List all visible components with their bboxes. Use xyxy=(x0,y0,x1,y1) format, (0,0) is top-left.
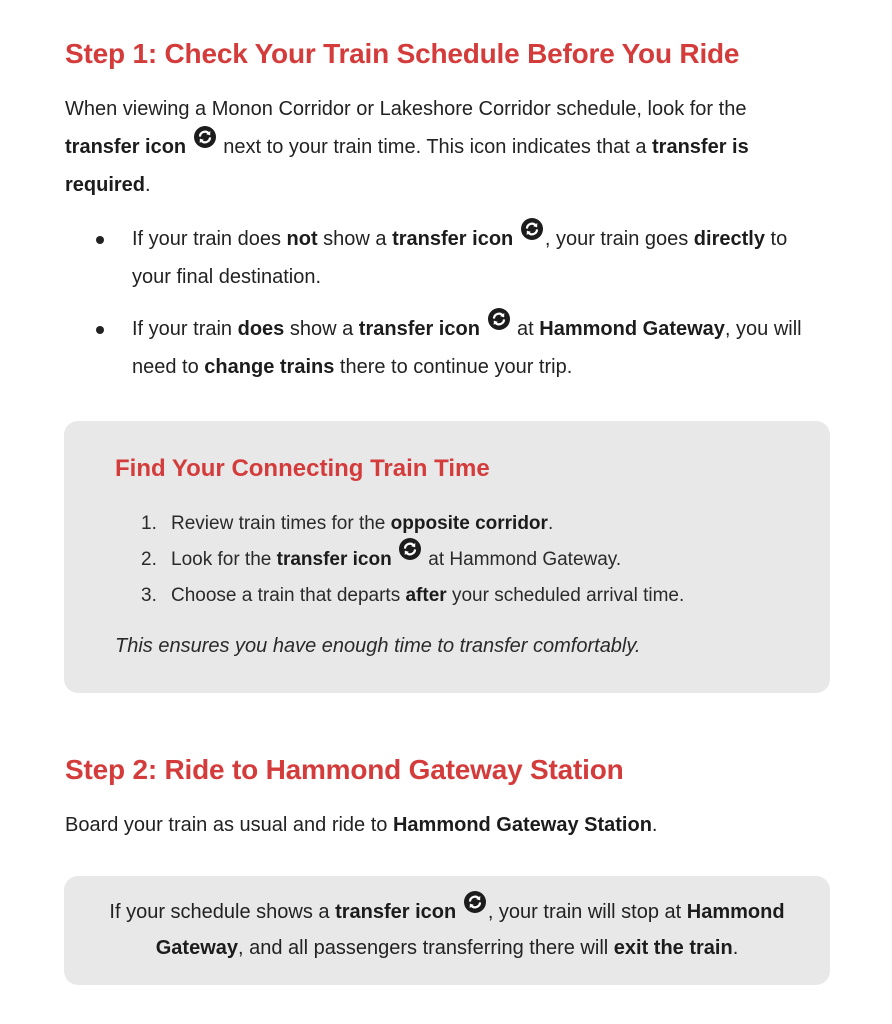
exit-callout-box xyxy=(64,876,830,985)
bold-text: Hammond Gateway xyxy=(155,901,785,959)
text: , your train will stop at xyxy=(487,901,687,923)
text: . xyxy=(145,174,151,196)
transfer-icon xyxy=(194,126,216,148)
connecting-train-box xyxy=(64,421,830,693)
text: . xyxy=(547,513,554,534)
text: Choose a train that departs xyxy=(171,585,406,606)
text: , and all passengers transferring there will xyxy=(238,937,614,959)
step-item xyxy=(141,578,821,614)
transfer-icon xyxy=(399,538,421,560)
step-item xyxy=(141,506,821,542)
bullet-item xyxy=(96,310,826,386)
bold-text: directly xyxy=(693,228,765,250)
bold-text: Hammond Gateway xyxy=(539,318,725,340)
step1-intro xyxy=(65,90,805,204)
text: show a xyxy=(284,318,359,340)
bold-text: not xyxy=(286,228,318,250)
text: When viewing a Monon Corridor or Lakeshore Corridor schedule, look for the xyxy=(65,98,747,120)
bold-text: transfer icon xyxy=(392,228,514,250)
text: Board your train as usual and ride to xyxy=(65,814,393,836)
text: If your schedule shows a xyxy=(109,901,336,923)
step-item xyxy=(141,542,821,578)
transfer-icon xyxy=(521,218,543,240)
text: Review train times for the xyxy=(171,513,391,534)
bullet-dot xyxy=(96,326,104,334)
step-number: 2. xyxy=(141,549,157,570)
text: next to your train time. This icon indicates that a xyxy=(217,136,653,158)
exit-callout-text xyxy=(84,894,810,966)
bold-text: does xyxy=(237,318,285,340)
text: , you will need to xyxy=(132,318,802,378)
step-number: 3. xyxy=(141,585,157,606)
text: . xyxy=(732,937,739,959)
text: show a xyxy=(317,228,393,250)
transfer-icon xyxy=(488,308,510,330)
bold-text: transfer icon xyxy=(65,136,187,158)
connecting-steps xyxy=(141,506,821,614)
bold-text: exit the train xyxy=(613,937,733,959)
connecting-note: This ensures you have enough time to transfer comfortably. xyxy=(115,635,641,657)
text: your scheduled arrival time. xyxy=(446,585,685,606)
text: there to continue your trip. xyxy=(334,356,573,378)
text: at xyxy=(511,318,540,340)
bold-text: transfer icon xyxy=(358,318,480,340)
text: Look for the xyxy=(171,549,277,570)
text: If your train xyxy=(132,318,238,340)
step1-bullets xyxy=(96,220,826,400)
text: at Hammond Gateway. xyxy=(423,549,622,570)
text: If your train does xyxy=(132,228,287,250)
step1-heading: Step 1: Check Your Train Schedule Before You Ride xyxy=(65,38,740,69)
bold-text: Hammond Gateway Station xyxy=(392,814,652,836)
text: to your final destination. xyxy=(132,228,788,288)
bold-text: opposite corridor xyxy=(390,513,548,534)
transfer-icon xyxy=(464,891,486,913)
step2-heading: Step 2: Ride to Hammond Gateway Station xyxy=(65,754,624,785)
text: . xyxy=(651,814,658,836)
connecting-heading: Find Your Connecting Train Time xyxy=(115,455,490,482)
bold-text: transfer icon xyxy=(276,549,392,570)
bold-text: change trains xyxy=(204,356,335,378)
text: , your train goes xyxy=(544,228,694,250)
bullet-dot xyxy=(96,236,104,244)
bold-text: after xyxy=(405,585,447,606)
step-number: 1. xyxy=(141,513,157,534)
bold-text: transfer is required xyxy=(65,136,749,196)
bullet-item xyxy=(96,220,826,296)
bold-text: transfer icon xyxy=(335,901,457,923)
step2-body xyxy=(65,806,657,844)
